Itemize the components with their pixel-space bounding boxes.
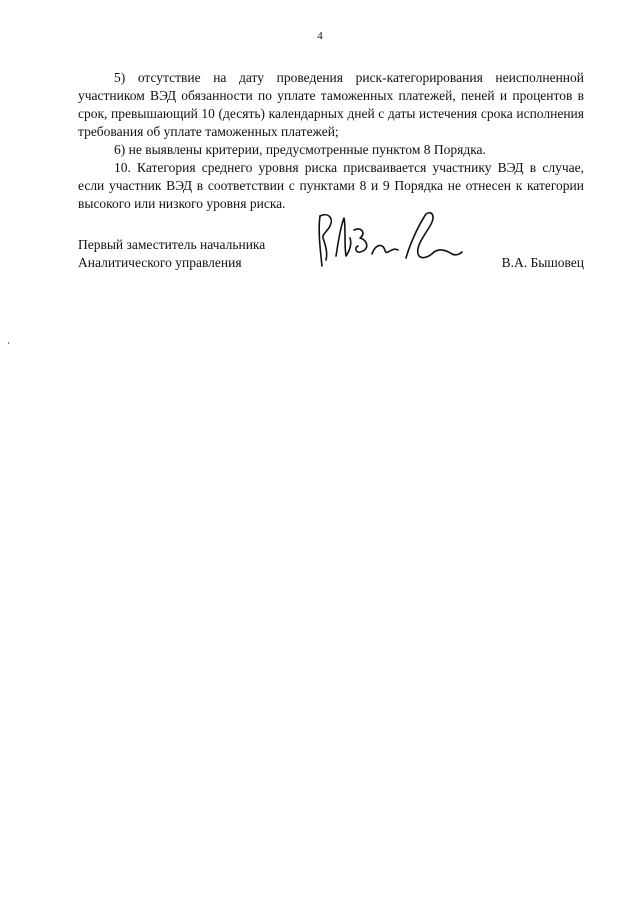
page-number: 4	[317, 30, 323, 42]
document-body	[78, 69, 584, 213]
signer-title	[78, 236, 265, 272]
paragraph-clause-10: 10. Категория среднего уровня риска присваивается участнику ВЭД в случае, если участник ВЭД в соответствии с пунктами 8 и 9 Порядка не отнесен к категории высокого или низкого уровня риска.	[78, 160, 584, 211]
handwritten-signature	[314, 208, 464, 278]
signature-block	[78, 236, 584, 286]
paragraph-item-5: 5) отсутствие на дату проведения риск-категорирования неисполненной участником ВЭД обязанности по уплате таможенных платежей, пеней и процентов в срок, превышающий 10 (десять) календарных дней с даты истечения срока исполнения требования об уплате таможенных платежей;	[78, 70, 584, 139]
scan-margin-mark	[8, 342, 9, 344]
signer-title-line-1: Первый заместитель начальника	[78, 237, 266, 252]
signer-name: В.А. Бышовец	[501, 255, 584, 270]
paragraph-item-6: 6) не выявлены критерии, предусмотренные пунктом 8 Порядка.	[114, 142, 486, 157]
signer-title-line-2: Аналитического управления	[78, 255, 242, 270]
